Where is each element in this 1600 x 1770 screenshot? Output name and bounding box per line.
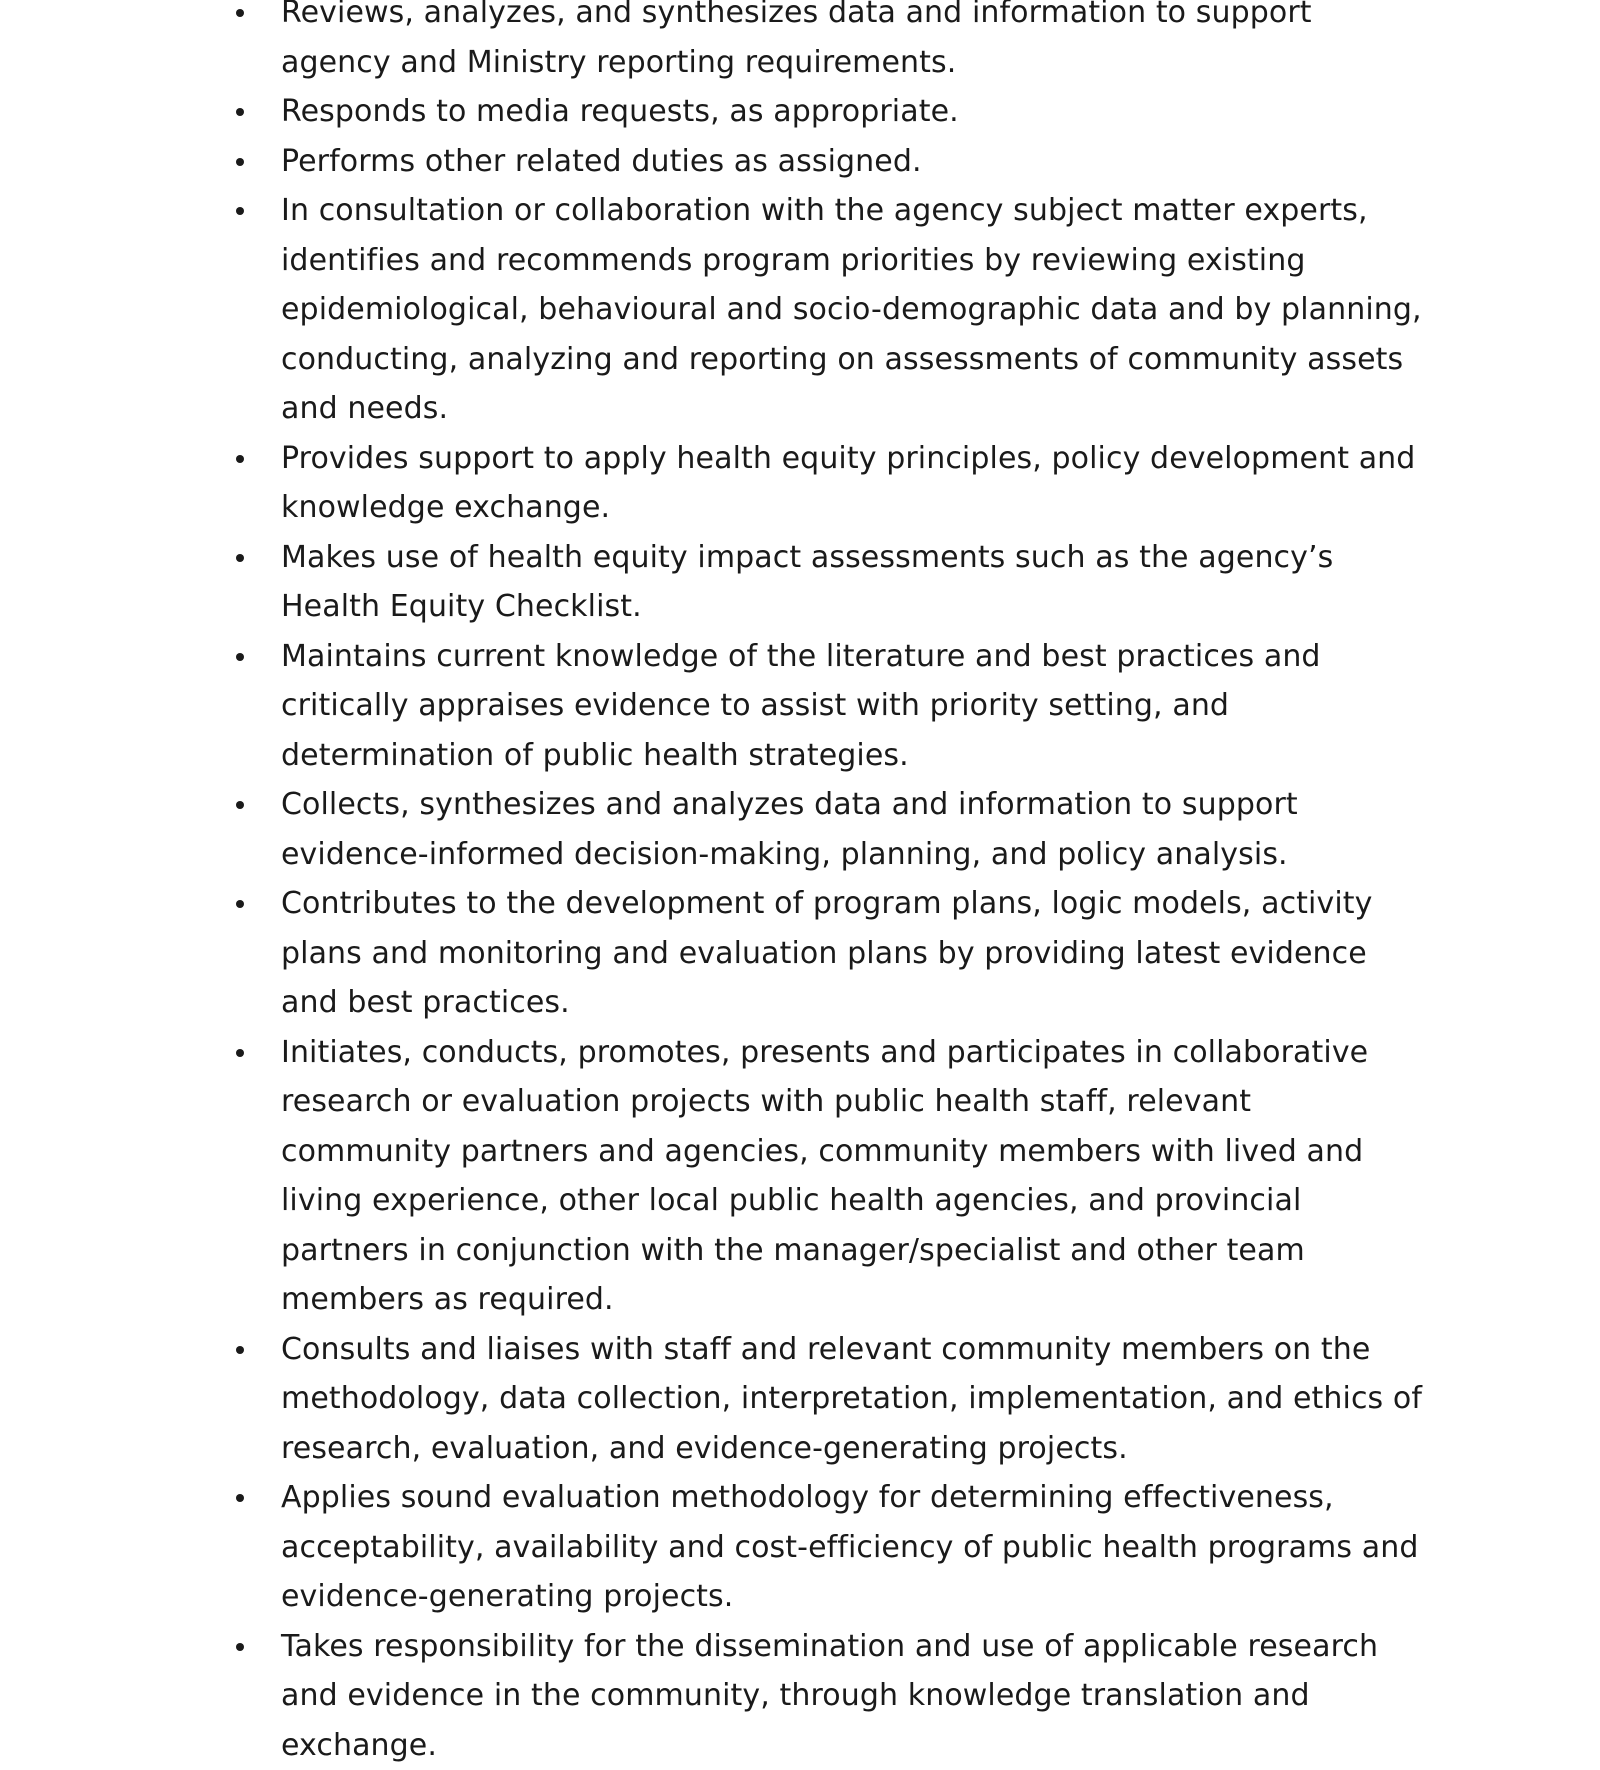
list-item-text: Makes use of health equity impact assessments such as the agency’s Health Equity Checklist. [281, 533, 1426, 632]
list-item [0, 533, 1426, 632]
bullet-icon [236, 1494, 244, 1502]
bullet-icon [236, 158, 244, 166]
list-item [0, 1473, 1426, 1622]
list-item-text: Initiates, conducts, promotes, presents and participates in collaborative research or evaluation projects with public health staff, relevant community partners and agencies, community members with lived and living experience, other local public health agencies, and provincial partners in conjunction with the manager/specialist and other team members as required. [281, 1028, 1426, 1325]
bullet-icon [236, 455, 244, 463]
bullet-icon [236, 1643, 244, 1651]
bullet-icon [236, 653, 244, 661]
list-item-text: Responds to media requests, as appropriate. [281, 87, 1426, 137]
bullet-icon [236, 900, 244, 908]
list-item-text: Maintains current knowledge of the literature and best practices and critically appraises evidence to assist with priority setting, and determination of public health strategies. [281, 632, 1426, 781]
list-item-text: Collects, synthesizes and analyzes data and information to support evidence-informed decision-making, planning, and policy analysis. [281, 780, 1426, 879]
list-item [0, 632, 1426, 781]
bullet-icon [236, 1049, 244, 1057]
list-item-text: Reviews, analyzes, and synthesizes data and information to support agency and Ministry reporting requirements. [281, 0, 1426, 87]
list-item-text: Consults and liaises with staff and relevant community members on the methodology, data collection, interpretation, implementation, and ethics of research, evaluation, and evidence-generating projects. [281, 1325, 1426, 1474]
list-item [0, 0, 1426, 87]
list-item [0, 137, 1426, 187]
list-item-text: Performs other related duties as assigned. [281, 137, 1426, 187]
bullet-icon [236, 554, 244, 562]
bullet-icon [236, 801, 244, 809]
list-item [0, 1028, 1426, 1325]
list-item-text: Takes responsibility for the dissemination and use of applicable research and evidence in the community, through knowledge translation and exchange. [281, 1622, 1426, 1770]
list-item-text: In consultation or collaboration with the agency subject matter experts, identifies and recommends program priorities by reviewing existing epidemiological, behavioural and socio-demographic data and by planning, conducting, analyzing and reporting on assessments of community assets and needs. [281, 186, 1426, 434]
list-item [0, 186, 1426, 434]
list-item-text: Provides support to apply health equity principles, policy development and knowledge exchange. [281, 434, 1426, 533]
list-item [0, 434, 1426, 533]
list-item [0, 879, 1426, 1028]
list-item [0, 780, 1426, 879]
list-item-text: Applies sound evaluation methodology for determining effectiveness, acceptability, availability and cost-efficiency of public health programs and evidence-generating projects. [281, 1473, 1426, 1622]
list-item-text: Contributes to the development of program plans, logic models, activity plans and monitoring and evaluation plans by providing latest evidence and best practices. [281, 879, 1426, 1028]
bullet-icon [236, 108, 244, 116]
list-item [0, 87, 1426, 137]
list-item [0, 1622, 1426, 1770]
list-item [0, 1325, 1426, 1474]
bullet-icon [236, 1346, 244, 1354]
bullet-icon [236, 9, 244, 17]
bullet-icon [236, 207, 244, 215]
